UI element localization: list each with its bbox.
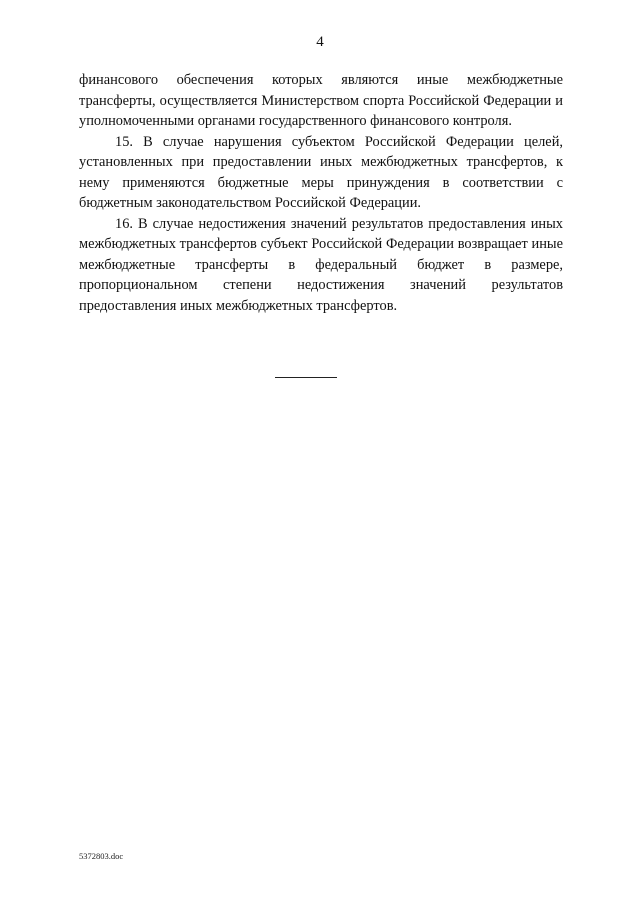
paragraph-16: 16. В случае недостижения значений результатов предоставления иных межбюджетных трансфертов субъект Российской Федерации возвращает иные межбюджетные трансферты в федеральный бюджет в размере, пропорциональном степени недостижения значений результатов предоставления иных межбюджетных трансфертов. [79, 215, 563, 314]
page-number: 4 [316, 34, 324, 50]
document-body [79, 70, 563, 316]
footer-file-name: 5372803.doc [79, 851, 124, 861]
end-divider-line [275, 377, 337, 378]
paragraph-15: 15. В случае нарушения субъектом Российской Федерации целей, установленных при предоставлении иных межбюджетных трансфертов, к нему применяются бюджетные меры принуждения в соответствии с бюджетным законодательством Российской Федерации. [79, 133, 563, 211]
paragraph-continuation: финансового обеспечения которых являются иные межбюджетные трансферты, осуществляется Министерством спорта Российской Федерации и уполномоченными органами государственного финансового контроля. [79, 72, 563, 129]
